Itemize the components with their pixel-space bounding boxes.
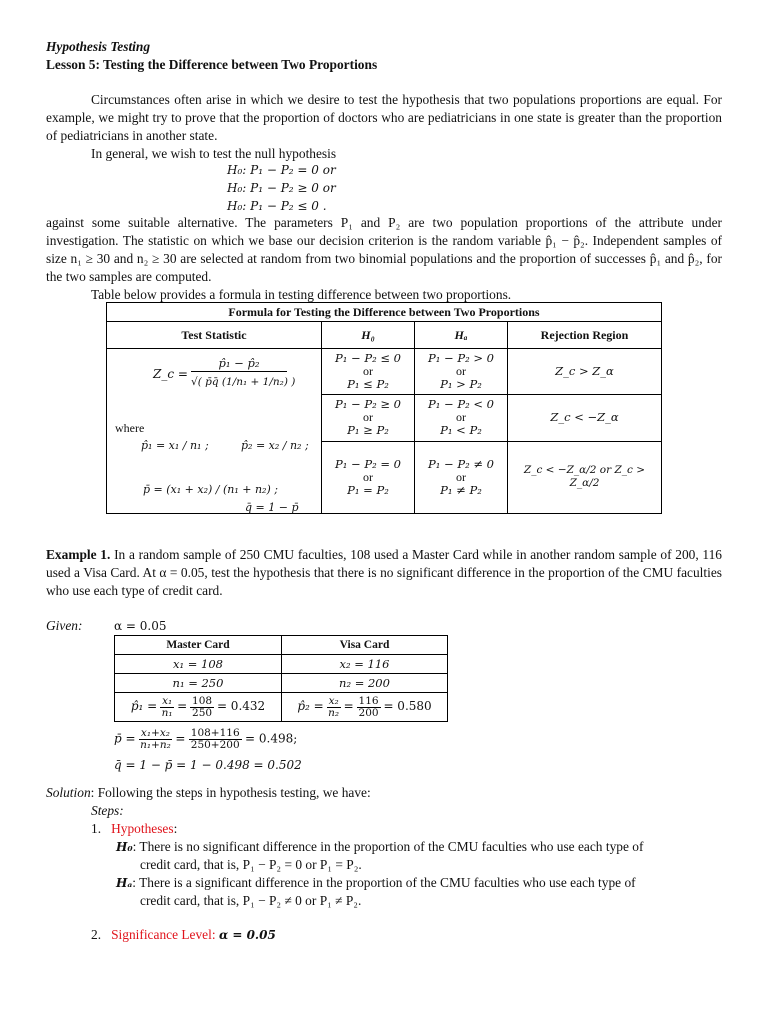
row3-h0: P₁ − P₂ = 0 or P₁ = P₂ (322, 441, 415, 513)
h0-statement-cont: credit card, that is, P₁ − P₂ = 0 or P₁ = P₂. (140, 857, 362, 872)
where-label: where (115, 421, 145, 435)
x1-value: x₁ = 108 (115, 655, 282, 674)
given-label: Given: (46, 618, 83, 633)
example-paragraph (46, 546, 722, 600)
header-ha: Hₐ (415, 322, 508, 349)
example-text: In a random sample of 250 CMU faculties, 108 used a Master Card while in another random sample of 200, 116 used a Visa Card. At α = 0.05, test the hypothesis that there is no significant difference in the proportion of the CMU faculties who use each type of credit card. (46, 547, 723, 598)
given-table (114, 635, 448, 722)
ha-statement-cont: credit card, that is, P₁ − P₂ ≠ 0 or P₁ ≠ P₂. (140, 893, 362, 908)
step2-heading: 2. Significance Level: α = 0.05 (91, 927, 276, 942)
given-alpha: α = 0.05 (114, 619, 167, 633)
lesson-title: Lesson 5: Testing the Difference between Two Proportions (46, 57, 378, 72)
row1-ha: P₁ − P₂ > 0 or P₁ > P₂ (415, 349, 508, 395)
x2-value: x₂ = 116 (282, 655, 448, 674)
zc-denominator: √( p̄q̄ (1/n₁ + 1/n₂) ) (191, 376, 296, 388)
row1-region: Z_c > Z_α (508, 349, 662, 395)
document-subject: Hypothesis Testing (46, 39, 151, 54)
header-test-statistic: Test Statistic (107, 322, 322, 349)
zc-lhs: Z_c = (153, 367, 188, 381)
qbar-formula: q̄ = 1 − p̄ (245, 501, 299, 514)
row3-region: Z_c < −Z_α/2 or Z_c > Z_α/2 (508, 441, 662, 513)
p2hat-value: p̂₂ = $\frac{\text{x₂}}{\text{n₂}}$ = $\frac{116}{200}$ = 0.580 (282, 693, 448, 722)
pbar-formula: p̄ = (x₁ + x₂) / (n₁ + n₂) ; (143, 483, 278, 496)
visa-card-header: Visa Card (282, 636, 448, 655)
n2-value: n₂ = 200 (282, 674, 448, 693)
p1hat-value: p̂₁ = $\frac{\text{x₁}}{\text{n₁}}$ = $\frac{108}{250}$ = 0.432 (115, 693, 282, 722)
h0-line-3: H₀: P₁ − P₂ ≤ 0 . (227, 199, 327, 213)
n1-value: n₁ = 250 (115, 674, 282, 693)
ha-statement: Hₐ: There is a significant difference in the proportion of the CMU faculties who use each type of (116, 875, 636, 890)
qbar-computation: q̄ = 1 − p̄ = 1 − 0.498 = 0.502 (114, 758, 302, 772)
zc-numerator: p̂₁ − p̂₂ (191, 355, 287, 372)
header-h0: H₀ (322, 322, 415, 349)
h0-line-2: H₀: P₁ − P₂ ≥ 0 or (227, 181, 336, 195)
header-rejection-region: Rejection Region (508, 322, 662, 349)
p2hat-formula: p̂₂ = x₂ / n₂ ; (241, 439, 309, 452)
p1hat-formula: p̂₁ = x₁ / n₁ ; (141, 439, 209, 452)
zc-formula (191, 355, 296, 392)
solution-line: Solution: Following the steps in hypothesis testing, we have: (46, 785, 371, 800)
row1-h0: P₁ − P₂ ≤ 0 or P₁ ≤ P₂ (322, 349, 415, 395)
row2-region: Z_c < −Z_α (508, 395, 662, 441)
formula-table (106, 302, 662, 514)
row2-ha: P₁ − P₂ < 0 or P₁ < P₂ (415, 395, 508, 441)
formula-table-caption: Formula for Testing the Difference between Two Proportions (107, 303, 662, 322)
pbar-computation: p̄ = $\frac{\text{x₁+x₂}}{\text{n₁+n₂}}$ = $\frac{108+116}{250+200}$ = 0.498; (114, 727, 298, 751)
row2-h0: P₁ − P₂ ≥ 0 or P₁ ≥ P₂ (322, 395, 415, 441)
test-statistic-cell (107, 349, 322, 514)
steps-label: Steps: (91, 803, 124, 818)
h0-statement: H₀: There is no significant difference in the proportion of the CMU faculties who use each type of (116, 839, 644, 854)
example-label: Example 1. (46, 547, 111, 562)
h0-line-1: H₀: P₁ − P₂ = 0 or (227, 163, 336, 177)
master-card-header: Master Card (115, 636, 282, 655)
step1-heading: 1. Hypotheses: (91, 821, 178, 836)
statistic-paragraph: against some suitable alternative. The parameters P₁ and P₂ are two population proportions of the attribute under investigation. The statistic on which we base our decision criterion is the random variable p̂₁ − p̂₂. Independent samples of size n₁ ≥ 30 and n₂ ≥ 30 are selected at random from two binomial populations and the proportion of successes p̂₁ and p̂₂, for the two samples are computed. Table below provides a formula in testing difference between two proportions. (46, 215, 722, 302)
row3-ha: P₁ − P₂ ≠ 0 or P₁ ≠ P₂ (415, 441, 508, 513)
intro-paragraph: Circumstances often arise in which we desire to test the hypothesis that two populations proportions are equal. For example, we might try to prove that the proportion of doctors who are pediatricians in one state is greater than the proportion of pediatricians in another state. In general, we wish to test the null hypothesis (46, 92, 722, 161)
